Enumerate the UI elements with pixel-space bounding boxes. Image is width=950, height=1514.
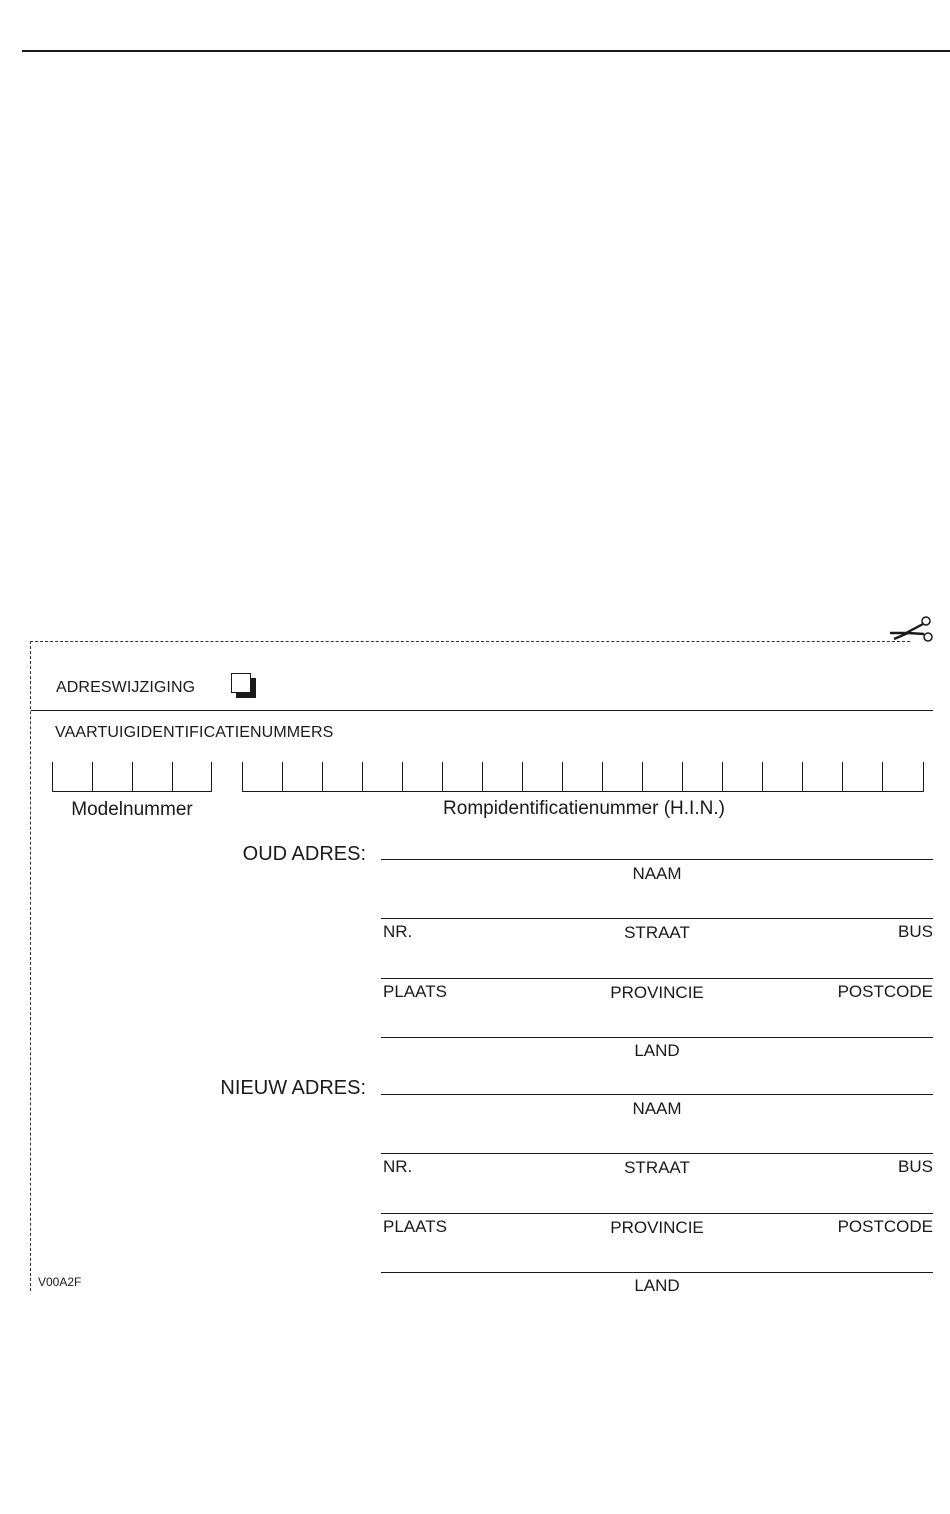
old-name-label: NAAM xyxy=(632,864,682,883)
hin-digit-box[interactable] xyxy=(682,762,722,792)
hin-digit-box[interactable] xyxy=(482,762,522,792)
hin-digit-box[interactable] xyxy=(362,762,402,792)
form-code: V00A2F xyxy=(38,1275,82,1289)
hin-digit-box[interactable] xyxy=(562,762,602,792)
old-street-field[interactable] xyxy=(381,918,933,919)
model-number-boxes xyxy=(52,762,212,792)
old-name-field[interactable] xyxy=(381,859,933,860)
old-bus-label: BUS xyxy=(898,922,933,941)
old-city-field[interactable] xyxy=(381,978,933,979)
new-city-label: PLAATS xyxy=(383,1217,447,1236)
hin-digit-box[interactable] xyxy=(722,762,762,792)
hin-digit-box[interactable] xyxy=(282,762,322,792)
old-province-label: PROVINCIE xyxy=(610,983,704,1002)
cut-line-left xyxy=(30,641,31,1291)
new-name-field[interactable] xyxy=(381,1094,933,1095)
hin-digit-box[interactable] xyxy=(242,762,282,792)
new-street-field[interactable] xyxy=(381,1153,933,1154)
new-city-field[interactable] xyxy=(381,1213,933,1214)
old-street-label: STRAAT xyxy=(624,923,690,942)
model-digit-box[interactable] xyxy=(132,762,172,792)
checkbox-icon[interactable] xyxy=(231,673,261,703)
top-rule xyxy=(22,50,950,52)
hin-digit-box[interactable] xyxy=(602,762,642,792)
old-address-heading: OUD ADRES: xyxy=(242,843,366,865)
new-province-label: PROVINCIE xyxy=(610,1218,704,1237)
hin-digit-box[interactable] xyxy=(762,762,802,792)
old-country-label: LAND xyxy=(634,1041,680,1060)
scissors-icon xyxy=(886,613,936,645)
cut-line-top xyxy=(30,641,910,642)
old-city-label: PLAATS xyxy=(383,982,447,1001)
new-number-label: NR. xyxy=(383,1157,413,1176)
hin-boxes xyxy=(242,762,924,792)
model-digit-box[interactable] xyxy=(92,762,132,792)
new-name-label: NAAM xyxy=(632,1099,682,1118)
hin-digit-box[interactable] xyxy=(802,762,842,792)
old-country-field[interactable] xyxy=(381,1037,933,1038)
model-digit-box[interactable] xyxy=(52,762,92,792)
model-digit-box[interactable] xyxy=(172,762,212,792)
new-country-field[interactable] xyxy=(381,1272,933,1273)
hin-digit-box[interactable] xyxy=(842,762,882,792)
hin-digit-box[interactable] xyxy=(882,762,924,792)
model-number-label: Modelnummer xyxy=(71,799,193,820)
old-number-label: NR. xyxy=(383,922,413,941)
hin-digit-box[interactable] xyxy=(642,762,682,792)
new-bus-label: BUS xyxy=(898,1157,933,1176)
new-country-label: LAND xyxy=(634,1276,680,1295)
hin-label: Rompidentificatienummer (H.I.N.) xyxy=(443,798,725,819)
old-postcode-label: POSTCODE xyxy=(837,982,933,1001)
identification-title: VAARTUIGIDENTIFICATIENUMMERS xyxy=(55,724,334,741)
new-street-label: STRAAT xyxy=(624,1158,690,1177)
new-address-heading: NIEUW ADRES: xyxy=(220,1077,366,1099)
hin-digit-box[interactable] xyxy=(402,762,442,792)
hin-digit-box[interactable] xyxy=(322,762,362,792)
section-divider xyxy=(31,710,933,711)
hin-digit-box[interactable] xyxy=(522,762,562,792)
hin-digit-box[interactable] xyxy=(442,762,482,792)
change-of-address-label: ADRESWIJZIGING xyxy=(56,679,196,696)
new-postcode-label: POSTCODE xyxy=(837,1217,933,1236)
